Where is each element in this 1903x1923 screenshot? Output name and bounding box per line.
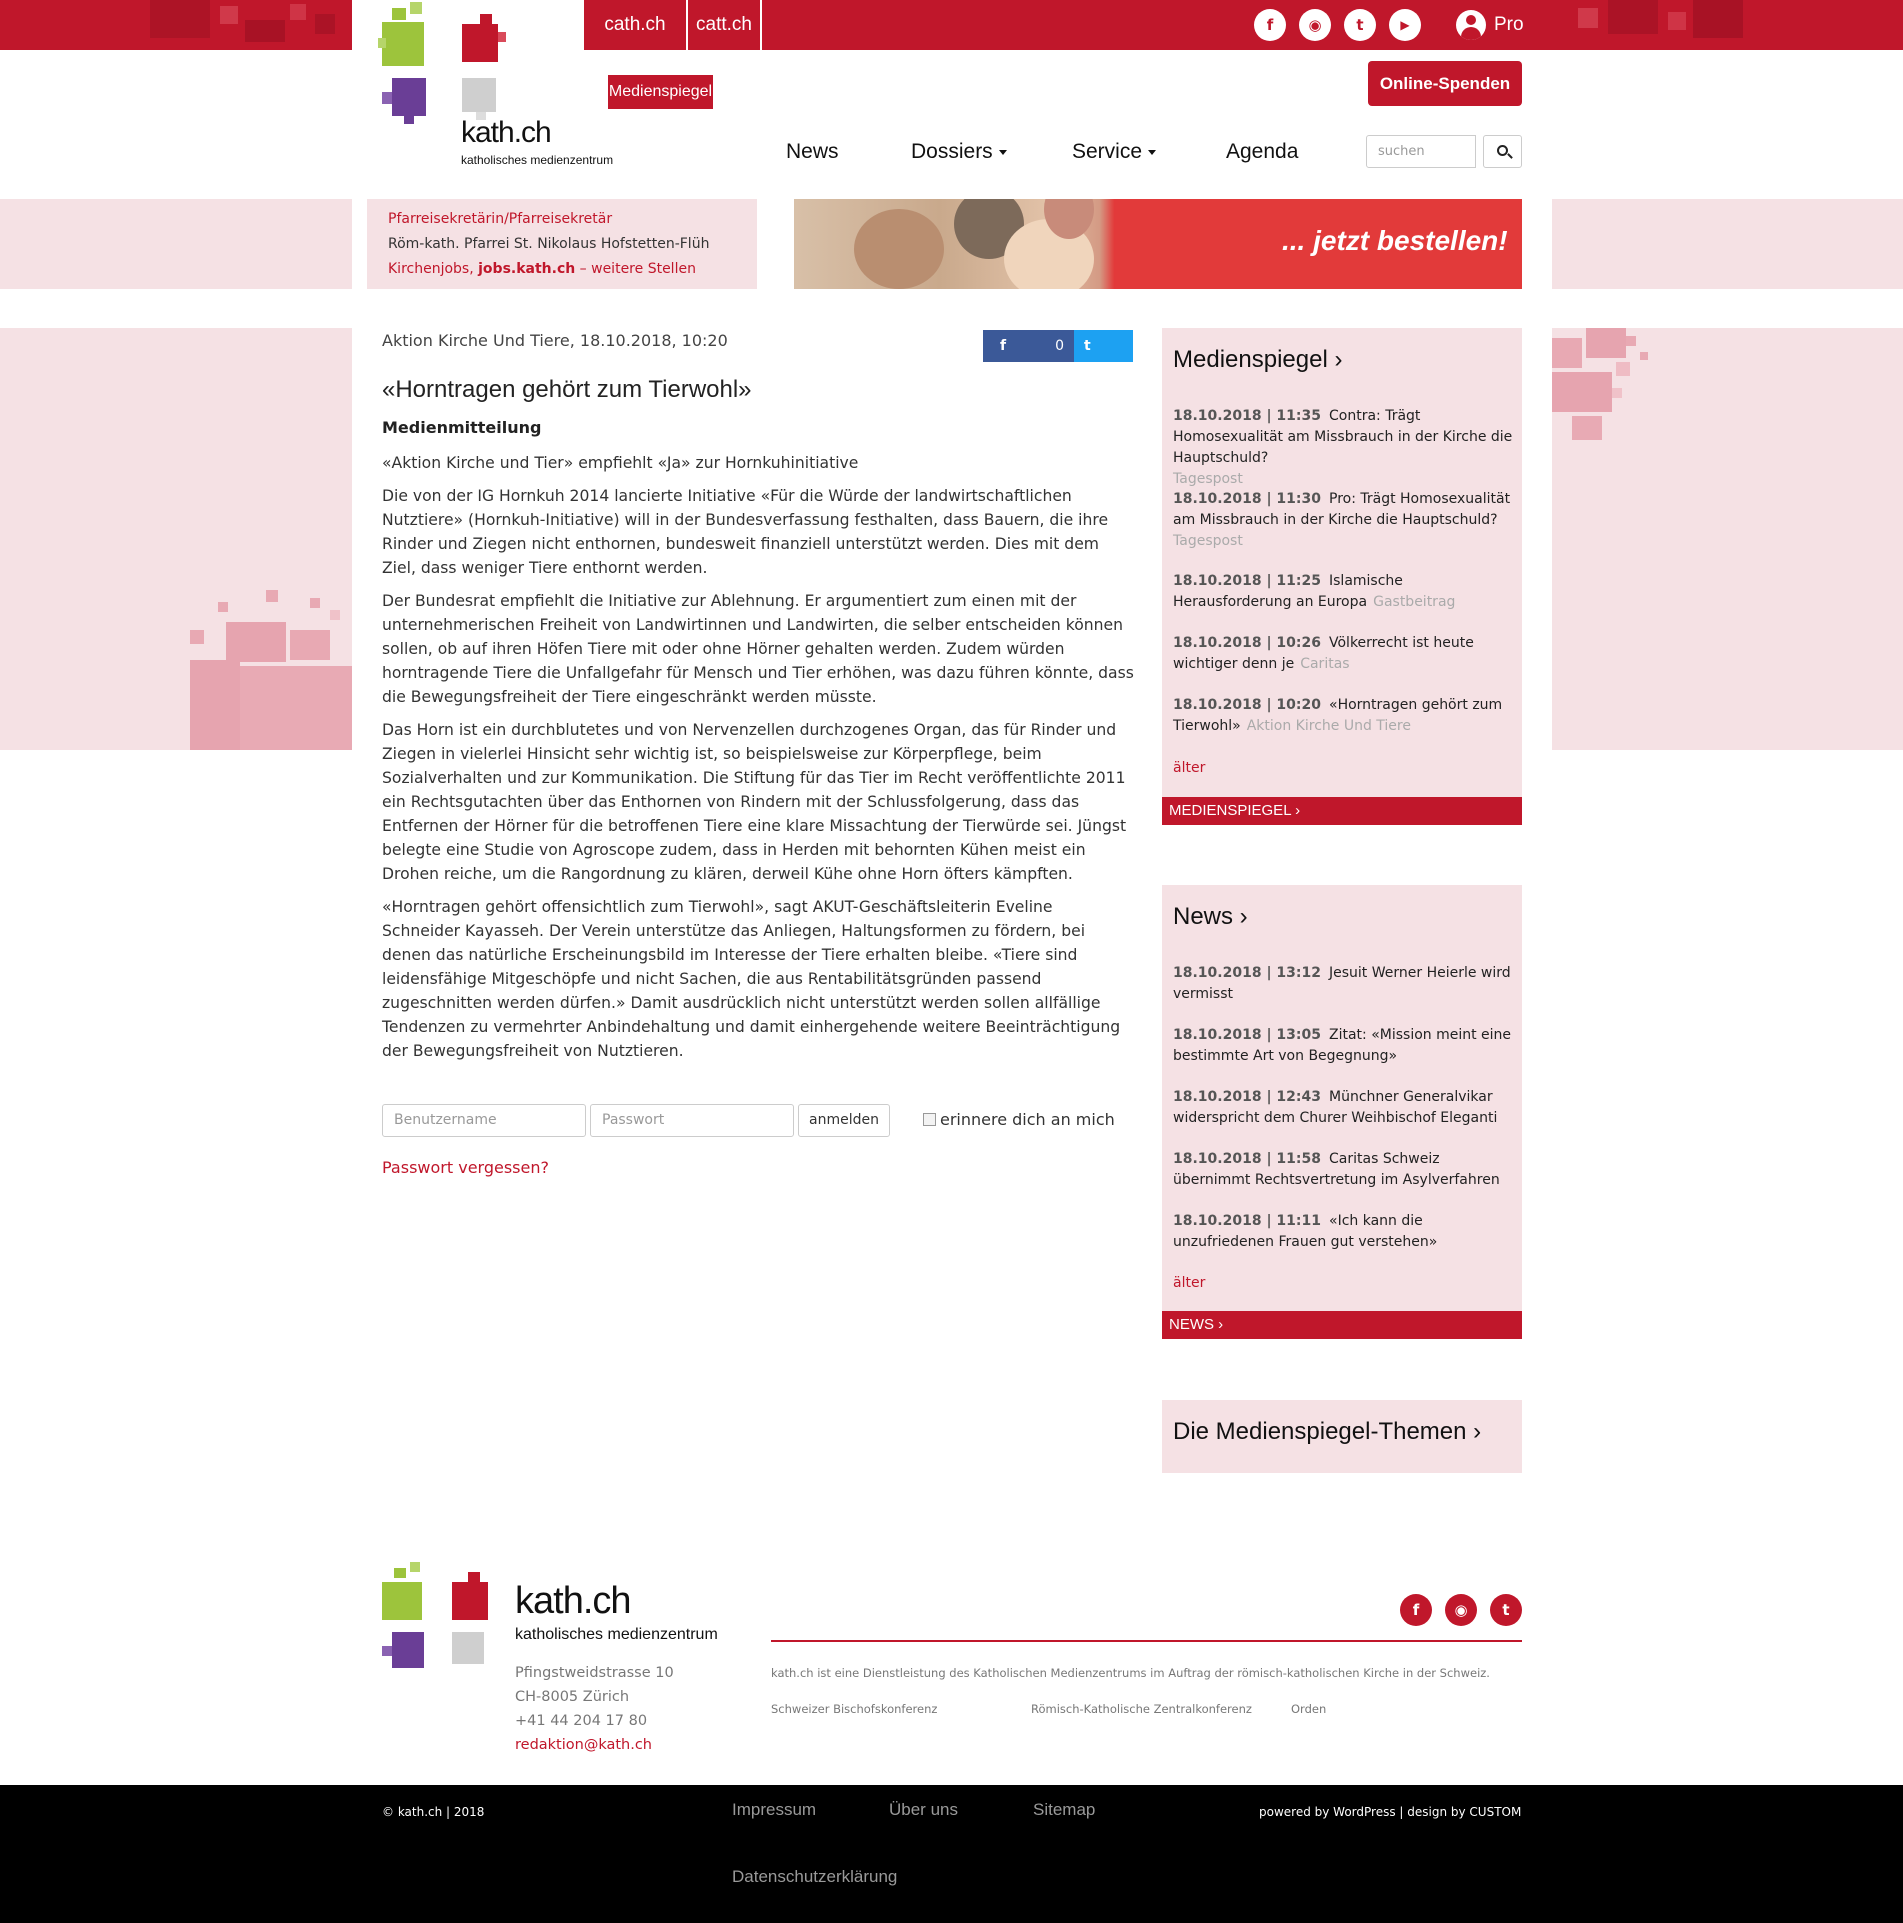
donate-button[interactable]: Online-Spenden	[1368, 61, 1522, 106]
medienspiegel-box	[1162, 328, 1522, 825]
pro-login-link[interactable]	[1456, 10, 1524, 40]
list-item[interactable]: 18.10.2018 | 11:25 Islamische Herausforderung an Europa Gastbeitrag	[1173, 573, 1456, 610]
news-box	[1162, 885, 1522, 1339]
list-item[interactable]: 18.10.2018 | 11:11 «Ich kann die unzufriedenen Frauen gut verstehen»	[1173, 1213, 1438, 1250]
logo-subtitle: katholisches medienzentrum	[461, 153, 614, 167]
list-item[interactable]: 18.10.2018 | 11:58 Caritas Schweiz übernimmt Rechtsvertretung im Asylverfahren	[1173, 1151, 1500, 1188]
remember-checkbox[interactable]	[923, 1113, 936, 1126]
pixel-decoration-right	[1568, 0, 1768, 50]
jobs-prefix: Kirchenjobs,	[388, 260, 474, 277]
pixel-decoration-left	[150, 0, 350, 50]
nav-dossiers-label: Dossiers	[911, 140, 993, 163]
user-icon	[1456, 10, 1486, 40]
footer-link-zentralkonferenz[interactable]: Römisch-Katholische Zentralkonferenz	[1031, 1702, 1252, 1716]
list-item[interactable]: 18.10.2018 | 12:43 Münchner Generalvikar widerspricht dem Churer Weihbischof Eleganti	[1173, 1089, 1498, 1126]
list-item[interactable]: 18.10.2018 | 11:35 Contra: Trägt Homosexualität am Missbrauch in der Kirche die Hauptschuld? Tagespost	[1173, 408, 1513, 487]
facebook-share-button[interactable]	[983, 330, 1074, 362]
footer-nav-ueber-uns[interactable]: Über uns	[889, 1800, 958, 1819]
address-street: Pfingstweidstrasse 10	[515, 1665, 674, 1681]
article-paragraph: «Horntragen gehört offensichtlich zum Tierwohl», sagt AKUT-Geschäftsleiterin Eveline Schneider Kayasseh. Der Verein unterstütze das Anliegen, Haltungsformen zu fördern, bei denen das natürliche Erscheinungsbild im Interesse der Tiere erhalten bleibe. «Tiere sind leidensfähige Mitgeschöpfe und nicht Sachen, die aus Rentabilitätsgründen passend zugeschnitten werden dürfen.» Damit ausdrücklich nicht unterstützt werden sollen allfällige Tendenzen zu vermehrter Anbindehaltung und damit einhergehende weitere Beeinträchtigung der Bewegungsfreiheit von Nutztieren.	[382, 898, 1121, 1060]
medienspiegel-badge[interactable]: Medienspiegel	[608, 75, 713, 109]
article-lead: «Aktion Kirche und Tier» empfiehlt «Ja» zur Hornkuhinitiative	[382, 454, 859, 472]
side-band-right	[1552, 199, 1903, 289]
themen-box	[1162, 1400, 1522, 1473]
facebook-icon: f	[1000, 338, 1007, 354]
site-tab-catt[interactable]: catt.ch	[686, 0, 762, 50]
pro-label: Pro	[1494, 14, 1524, 35]
site-tab-cath[interactable]: cath.ch	[582, 0, 686, 50]
article-meta: Aktion Kirche Und Tiere, 18.10.2018, 10:20	[382, 331, 728, 350]
news-title[interactable]: News ›	[1173, 903, 1248, 930]
youtube-icon[interactable]: ▶	[1389, 9, 1421, 41]
rss-icon[interactable]: ◉	[1445, 1594, 1477, 1626]
facebook-icon[interactable]: f	[1254, 9, 1286, 41]
logo-mark[interactable]	[380, 0, 515, 130]
chevron-down-icon	[1148, 150, 1156, 155]
list-item[interactable]: 18.10.2018 | 13:12 Jesuit Werner Heierle wird vermisst	[1173, 965, 1511, 1002]
job-employer: Röm-kath. Pfarrei St. Nikolaus Hofstetten-Flüh	[388, 235, 710, 252]
jobs-site-link[interactable]: jobs.kath.ch	[478, 260, 576, 277]
login-button[interactable]: anmelden	[798, 1104, 890, 1137]
list-item[interactable]: 18.10.2018 | 13:05 Zitat: «Mission meint eine bestimmte Art von Begegnung»	[1173, 1027, 1512, 1064]
remember-me[interactable]	[923, 1110, 1115, 1129]
footer-link-orden[interactable]: Orden	[1291, 1702, 1327, 1716]
news-footer-link[interactable]: NEWS ›	[1162, 1311, 1522, 1339]
nav-service[interactable]	[1072, 140, 1156, 164]
jobs-more-link[interactable]: – weitere Stellen	[579, 260, 696, 277]
password-field[interactable]: Passwort	[590, 1104, 794, 1137]
facebook-icon[interactable]: f	[1400, 1594, 1432, 1626]
rss-icon[interactable]: ◉	[1299, 9, 1331, 41]
username-field[interactable]: Benutzername	[382, 1104, 586, 1137]
nav-agenda-label: Agenda	[1226, 140, 1299, 163]
older-link[interactable]: älter	[1173, 1275, 1206, 1291]
footer-nav-impressum[interactable]: Impressum	[732, 1800, 817, 1819]
twitter-icon[interactable]: t	[1490, 1594, 1522, 1626]
nav-news-label: News	[786, 140, 839, 163]
twitter-icon[interactable]: t	[1344, 9, 1376, 41]
left-pixel-art	[190, 590, 352, 750]
footer-logo-subtitle: katholisches medienzentrum	[515, 1626, 718, 1643]
side-band-left	[0, 199, 352, 289]
nav-agenda[interactable]	[1226, 140, 1298, 164]
footer-note: kath.ch ist eine Dienstleistung des Katholischen Medienzentrums im Auftrag der römisch-katholischen Kirche in der Schweiz.	[771, 1666, 1490, 1680]
address-phone: +41 44 204 17 80	[515, 1713, 648, 1729]
job-title[interactable]: Pfarreisekretärin/Pfarreisekretär	[388, 211, 613, 227]
footer-divider	[771, 1640, 1522, 1642]
twitter-share-button[interactable]	[1074, 330, 1133, 362]
nav-service-label: Service	[1072, 140, 1143, 163]
nav-dossiers[interactable]	[911, 140, 1007, 164]
article-subtitle: Medienmitteilung	[382, 418, 542, 437]
medienspiegel-title[interactable]: Medienspiegel ›	[1173, 346, 1343, 373]
ad-headline: ... jetzt bestellen!	[1282, 225, 1508, 256]
search-button[interactable]	[1483, 135, 1522, 168]
footer-link-bischofskonferenz[interactable]: Schweizer Bischofskonferenz	[771, 1702, 938, 1716]
address-city: CH-8005 Zürich	[515, 1689, 630, 1705]
medienspiegel-footer-link[interactable]: MEDIENSPIEGEL ›	[1162, 797, 1522, 825]
older-link[interactable]: älter	[1173, 760, 1206, 776]
powered-by: powered by WordPress | design by CUSTOM	[1259, 1805, 1522, 1819]
list-item[interactable]: 18.10.2018 | 10:26 Völkerrecht ist heute wichtiger denn je Caritas	[1173, 635, 1474, 672]
themen-title[interactable]: Die Medienspiegel-Themen ›	[1173, 1418, 1482, 1445]
chevron-down-icon	[999, 150, 1007, 155]
footer-nav-datenschutz[interactable]: Datenschutzerklärung	[732, 1867, 898, 1886]
article-paragraph: Der Bundesrat empfiehlt die Initiative zur Ablehnung. Er argumentiert zum einen mit der unternehmerischen Freiheit von Landwirtinnen und Landwirten, die selber entscheiden können sollen, ob auf ihren Höfen Tiere mit oder ohne Hörner gehalten werden. Zudem würden horntragende Tiere die Unfallgefahr für Mensch und Tier erhöhen, was dazu führen könnte, dass die Bewegungsfreiheit der Tiere eingeschränkt werden müsste.	[382, 592, 1134, 706]
footer-nav-sitemap[interactable]: Sitemap	[1033, 1800, 1096, 1819]
forgot-password-link[interactable]: Passwort vergessen?	[382, 1158, 549, 1177]
twitter-icon: t	[1084, 338, 1091, 354]
search-input[interactable]: suchen	[1366, 135, 1476, 168]
article-paragraph: Das Horn ist ein durchblutetes und von Nervenzellen durchzogenes Organ, das für Rinder und Ziegen in vielerlei Hinsicht sehr wichtig ist, so beispielsweise zur Körperpflege, beim Sozialverhalten und zur Kommunikation. Die Stiftung für das Tier im Recht veröffentlichte 2011 ein Rechtsgutachten über das Enthornen von Rindern mit der Schlussfolgerung, dass das Entfernen der Hörner für die betroffenen Tiere eine klare Missachtung der Tierwürde sei. Jüngst belegte eine Studie von Agroscope zudem, dass in Herden mit behornten Kühen meist ein Drohen reiche, um die Rangordnung zu klären, derweil Kühe ohne Horn öfters kämpften.	[382, 721, 1127, 883]
share-count: 0	[1055, 338, 1064, 354]
email-link[interactable]: redaktion@kath.ch	[515, 1737, 652, 1753]
article-paragraph: Die von der IG Hornkuh 2014 lancierte Initiative «Für die Würde der landwirtschaftlichen Nutztiere» (Hornkuh-Initiative) will in der Bundesverfassung festhalten, dass Bauern, die ihre Rinder und Ziegen nicht enthornen, bundesweit finanziell unterstützt werden. Dies mit dem Ziel, dass weniger Tiere enthornt werden.	[382, 487, 1109, 577]
footer-logo-wordmark[interactable]: kath.ch	[515, 1580, 631, 1622]
logo-wordmark[interactable]: kath.ch	[461, 116, 551, 149]
article-title: «Horntragen gehört zum Tierwohl»	[382, 376, 752, 403]
footer-logo-mark[interactable]	[380, 1562, 500, 1680]
right-pixel-art	[1552, 328, 1672, 448]
copyright: © kath.ch | 2018	[382, 1805, 485, 1819]
jobs-teaser[interactable]	[367, 199, 757, 289]
remember-label: erinnere dich an mich	[940, 1110, 1115, 1129]
article-body	[382, 451, 1134, 1072]
nav-news[interactable]	[786, 140, 839, 164]
list-item[interactable]: 18.10.2018 | 11:30 Pro: Trägt Homosexualität am Missbrauch in der Kirche die Hauptschuld? Tagespost	[1173, 491, 1511, 549]
footer-address	[515, 1661, 674, 1757]
list-item[interactable]: 18.10.2018 | 10:20 «Horntragen gehört zum Tierwohl» Aktion Kirche Und Tiere	[1173, 697, 1503, 734]
